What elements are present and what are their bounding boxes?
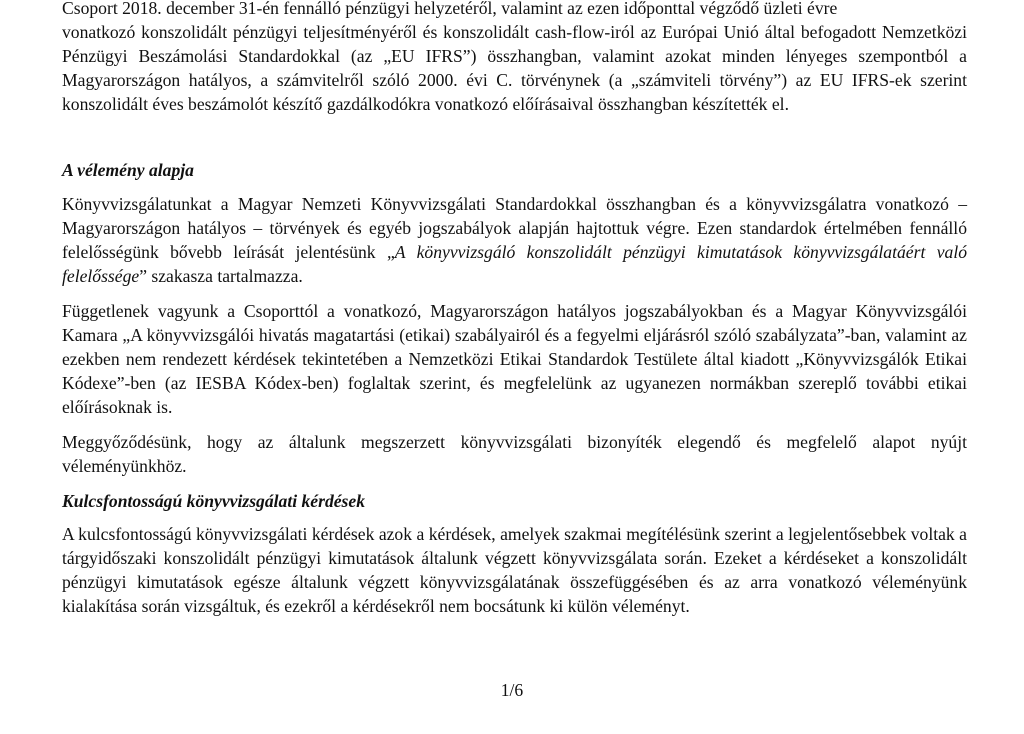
basis-paragraph-1 — [62, 192, 967, 288]
document-body — [62, 0, 967, 618]
cut-off-text-line: Csoport 2018. december 31-én fennálló pénzügyi helyzetéről, valamint az ezen időponttal végződő üzleti évre — [62, 0, 838, 18]
page-number: 1/6 — [500, 680, 524, 700]
basis-paragraph-2: Függetlenek vagyunk a Csoporttól a vonatkozó, Magyarországon hatályos jogszabályokban és a Magyar Könyvvizsgálói Kamara „A könyvvizsgálói hivatás magatartási (etikai) szabályairól és a fegyelmi eljárásról szóló szabályzata”-ban, valamint az ezekben nem rendezett kérdések tekintetében a Nemzetközi Etikai Standardok Testülete által kiadott „Könyvvizsgálók Etikai Kódexe”-ben (az IESBA Kódex-ben) foglaltak szerint, és megfelelünk az ugyanezen normákban szereplő további etikai előírásoknak is. — [62, 301, 967, 417]
section-heading-basis: A vélemény alapja — [62, 160, 194, 180]
basis-p1-end: ” szakasza tartalmazza. — [139, 266, 303, 286]
key-audit-matters-paragraph: A kulcsfontosságú könyvvizsgálati kérdések azok a kérdések, amelyek szakmai megítélésünk szerint a legjelentősebbek voltak a tárgyidőszaki konszolidált pénzügyi kimutatások általunk végzett könyvvizsgálata során. Ezeket a kérdéseket a konszolidált pénzügyi kimutatások egésze általunk végzett könyvvizsgálatának összefüggésében és az arra vonatkozó véleményünk kialakítása során vizsgáltuk, és ezekről a kérdésekről nem bocsátunk ki külön véleményt. — [62, 524, 967, 616]
section-heading-key-audit-matters: Kulcsfontosságú könyvvizsgálati kérdések — [62, 491, 366, 511]
basis-p1-italic: A könyvvizsgáló konszolidált pénzügyi kimutatások könyvvizsgálatáért való felelőssége — [62, 242, 968, 286]
basis-p1-text: Könyvvizsgálatunkat a Magyar Nemzeti Könyvvizsgálati Standardokkal összhangban és a könyvvizsgálatra vonatkozó – Magyarországon hatályos – törvények és egyéb jogszabályok alapján hajtottuk végre. Ezen standardok értelmében fennálló felelősségünk bővebb leírását jelentésünk „ — [62, 194, 967, 262]
basis-paragraph-3: Meggyőződésünk, hogy az általunk megszerzett könyvvizsgálati bizonyíték elegendő és megfelelő alapot nyújt véleményünkhöz. — [62, 432, 967, 476]
intro-paragraph: vonatkozó konszolidált pénzügyi teljesítményéről és konszolidált cash-flow-iról az Európai Unió által befogadott Nemzetközi Pénzügyi Beszámolási Standardokkal (az „EU IFRS”) összhangban, valamint azokat minden lényeges szempontból a Magyarországon hatályos, a számvitelről szóló 2000. évi C. törvénynek (a „számviteli törvény”) az EU IFRS-ek szerint konszolidált éves beszámolót készítő gazdálkodókra vonatkozó előírásaival összhangban készítették el. — [62, 22, 967, 114]
